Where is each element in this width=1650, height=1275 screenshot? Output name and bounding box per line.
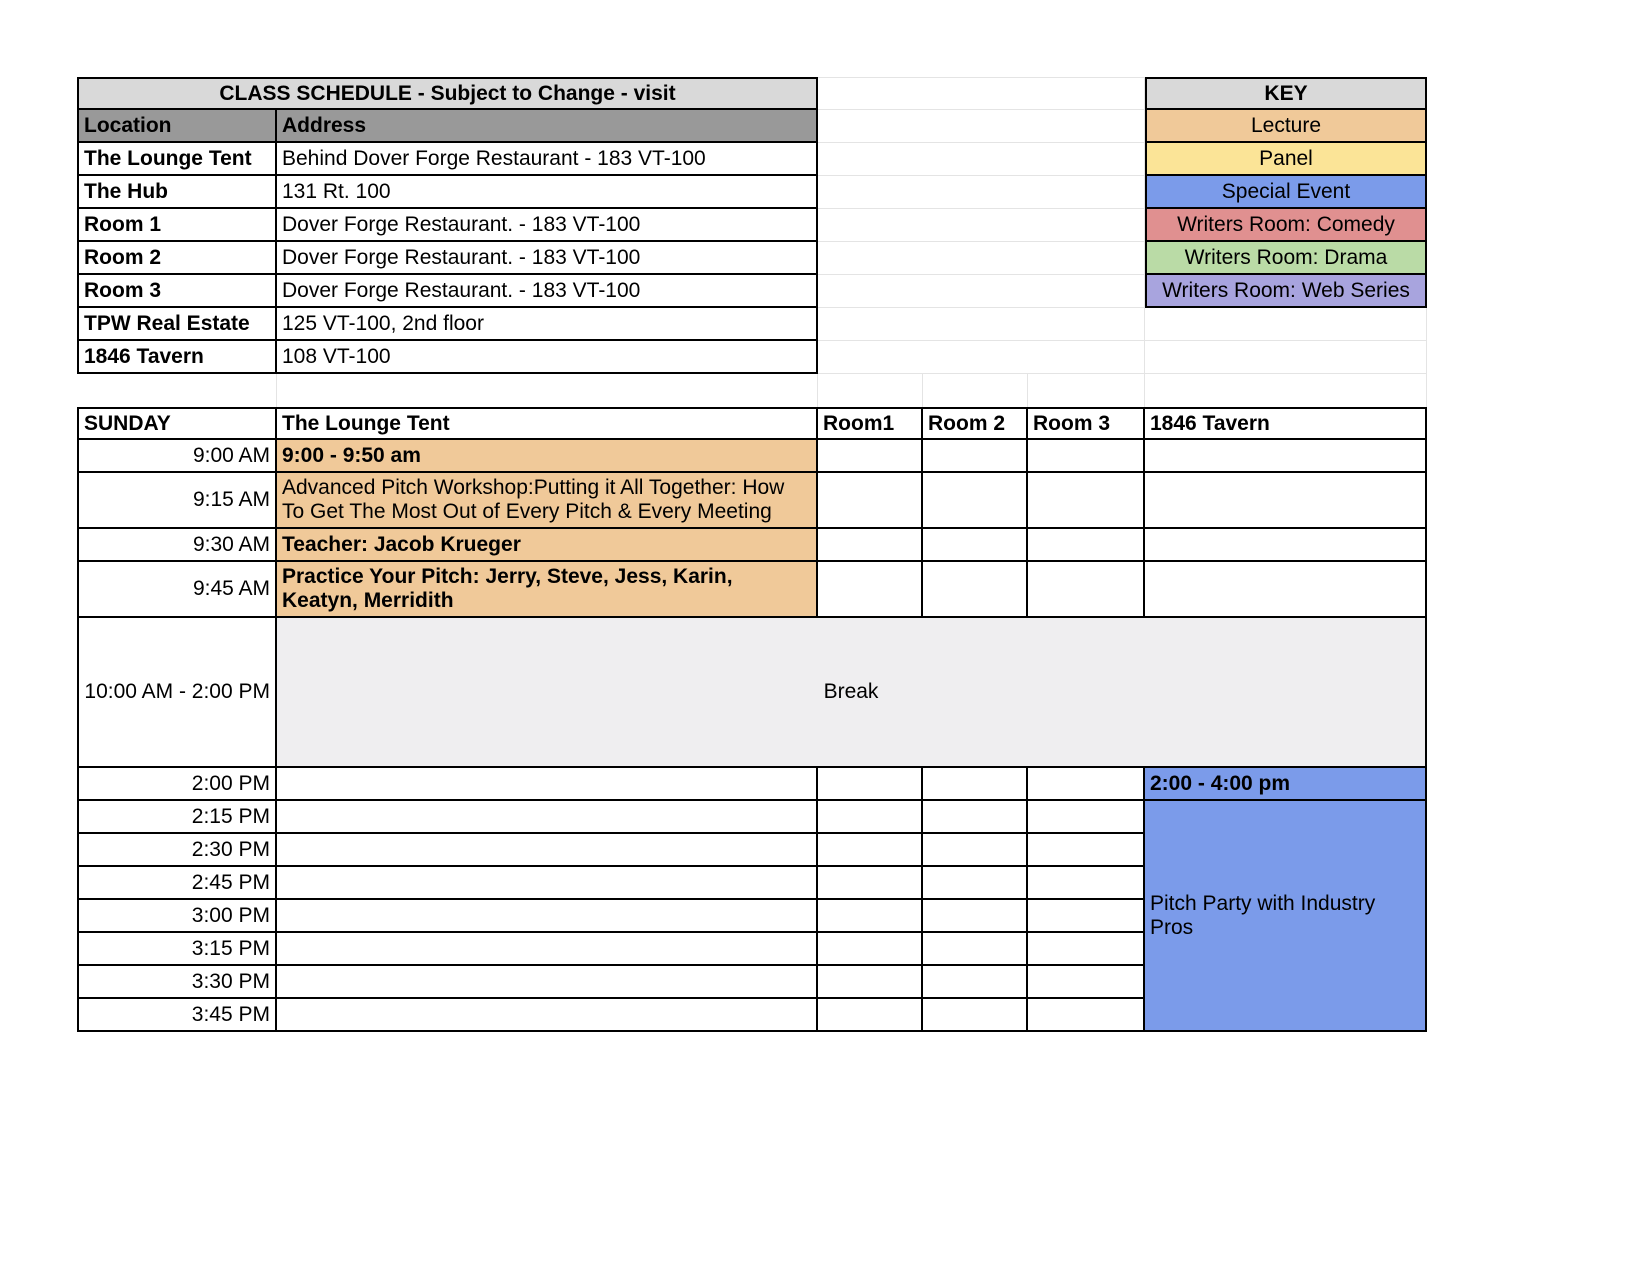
empty-cell[interactable] — [818, 176, 1145, 209]
location-name[interactable]: Room 1 — [77, 209, 277, 242]
schedule-sheet — [77, 77, 1427, 1037]
column-header-lounge-tent[interactable]: The Lounge Tent — [277, 407, 818, 440]
empty-cell[interactable] — [1028, 562, 1145, 618]
location-address[interactable]: 108 VT-100 — [277, 341, 818, 374]
key-writers-room-web-series[interactable]: Writers Room: Web Series — [1145, 275, 1427, 308]
empty-cell[interactable] — [923, 966, 1028, 999]
empty-cell[interactable] — [1028, 867, 1145, 900]
empty-cell[interactable] — [818, 77, 1145, 110]
key-panel[interactable]: Panel — [1145, 143, 1427, 176]
time-slot[interactable]: 3:00 PM — [77, 900, 277, 933]
empty-cell[interactable] — [1028, 529, 1145, 562]
empty-cell[interactable] — [818, 242, 1145, 275]
location-name[interactable]: The Hub — [77, 176, 277, 209]
empty-cell[interactable] — [1145, 374, 1427, 407]
empty-cell[interactable] — [277, 374, 818, 407]
column-header-room1[interactable]: Room1 — [818, 407, 923, 440]
empty-cell[interactable] — [818, 768, 923, 801]
empty-cell[interactable] — [923, 801, 1028, 834]
empty-cell[interactable] — [1028, 473, 1145, 529]
workshop-teacher[interactable]: Teacher: Jacob Krueger — [277, 529, 818, 562]
empty-cell[interactable] — [1028, 999, 1145, 1032]
empty-cell[interactable] — [923, 933, 1028, 966]
empty-cell[interactable] — [923, 900, 1028, 933]
empty-cell[interactable] — [818, 341, 1145, 374]
empty-cell[interactable] — [818, 867, 923, 900]
time-slot[interactable]: 9:00 AM — [77, 440, 277, 473]
empty-cell[interactable] — [277, 900, 818, 933]
break-block[interactable]: Break — [277, 618, 1427, 768]
empty-cell[interactable] — [1145, 440, 1427, 473]
key-lecture[interactable]: Lecture — [1145, 110, 1427, 143]
key-writers-room-comedy[interactable]: Writers Room: Comedy — [1145, 209, 1427, 242]
empty-cell[interactable] — [1028, 801, 1145, 834]
address-header[interactable]: Address — [277, 110, 818, 143]
empty-cell[interactable] — [923, 562, 1028, 618]
time-slot[interactable]: 9:45 AM — [77, 562, 277, 618]
pitch-party-time[interactable]: 2:00 - 4:00 pm — [1145, 768, 1427, 801]
empty-cell[interactable] — [277, 999, 818, 1032]
location-address[interactable]: Dover Forge Restaurant. - 183 VT-100 — [277, 242, 818, 275]
empty-cell[interactable] — [818, 275, 1145, 308]
time-slot[interactable]: 10:00 AM - 2:00 PM — [77, 618, 277, 768]
empty-cell[interactable] — [277, 867, 818, 900]
time-slot[interactable]: 3:15 PM — [77, 933, 277, 966]
workshop-time[interactable]: 9:00 - 9:50 am — [277, 440, 818, 473]
time-slot[interactable]: 9:30 AM — [77, 529, 277, 562]
time-slot[interactable]: 3:30 PM — [77, 966, 277, 999]
empty-cell[interactable] — [818, 529, 923, 562]
empty-cell[interactable] — [277, 966, 818, 999]
empty-cell[interactable] — [923, 374, 1028, 407]
empty-cell[interactable] — [818, 209, 1145, 242]
empty-cell[interactable] — [923, 529, 1028, 562]
location-name[interactable]: 1846 Tavern — [77, 341, 277, 374]
pitch-party-event[interactable]: Pitch Party with Industry Pros — [1145, 801, 1427, 1032]
empty-cell[interactable] — [818, 562, 923, 618]
column-header-1846-tavern[interactable]: 1846 Tavern — [1145, 407, 1427, 440]
empty-cell[interactable] — [923, 834, 1028, 867]
empty-cell[interactable] — [818, 473, 923, 529]
location-address[interactable]: Behind Dover Forge Restaurant - 183 VT-100 — [277, 143, 818, 176]
empty-cell[interactable] — [1145, 308, 1427, 341]
empty-cell[interactable] — [923, 440, 1028, 473]
empty-cell[interactable] — [818, 374, 923, 407]
empty-cell[interactable] — [818, 110, 1145, 143]
empty-cell[interactable] — [1028, 374, 1145, 407]
empty-cell[interactable] — [1145, 341, 1427, 374]
location-address[interactable]: 125 VT-100, 2nd floor — [277, 308, 818, 341]
key-writers-room-drama[interactable]: Writers Room: Drama — [1145, 242, 1427, 275]
time-slot[interactable]: 3:45 PM — [77, 999, 277, 1032]
empty-cell[interactable] — [1028, 834, 1145, 867]
empty-cell[interactable] — [818, 933, 923, 966]
empty-cell[interactable] — [277, 834, 818, 867]
location-header[interactable]: Location — [77, 110, 277, 143]
empty-cell[interactable] — [818, 801, 923, 834]
schedule-title[interactable]: CLASS SCHEDULE - Subject to Change - visit — [77, 77, 818, 110]
time-slot[interactable]: 2:15 PM — [77, 801, 277, 834]
empty-cell[interactable] — [818, 308, 1145, 341]
time-slot[interactable]: 2:45 PM — [77, 867, 277, 900]
column-header-room3[interactable]: Room 3 — [1028, 407, 1145, 440]
time-slot[interactable]: 2:00 PM — [77, 768, 277, 801]
empty-cell[interactable] — [1028, 768, 1145, 801]
empty-cell[interactable] — [77, 374, 277, 407]
empty-cell[interactable] — [923, 999, 1028, 1032]
empty-cell[interactable] — [923, 473, 1028, 529]
location-address[interactable]: Dover Forge Restaurant. - 183 VT-100 — [277, 275, 818, 308]
empty-cell[interactable] — [1028, 933, 1145, 966]
column-header-room2[interactable]: Room 2 — [923, 407, 1028, 440]
location-name[interactable]: The Lounge Tent — [77, 143, 277, 176]
location-name[interactable]: Room 2 — [77, 242, 277, 275]
empty-cell[interactable] — [818, 966, 923, 999]
time-slot[interactable]: 2:30 PM — [77, 834, 277, 867]
empty-cell[interactable] — [923, 768, 1028, 801]
workshop-title[interactable]: Advanced Pitch Workshop:Putting it All Together: How To Get The Most Out of Every Pitch & Every Meeting — [277, 473, 818, 529]
empty-cell[interactable] — [1028, 966, 1145, 999]
empty-cell[interactable] — [923, 867, 1028, 900]
empty-cell[interactable] — [1145, 473, 1427, 529]
location-address[interactable]: Dover Forge Restaurant. - 183 VT-100 — [277, 209, 818, 242]
key-special-event[interactable]: Special Event — [1145, 176, 1427, 209]
empty-cell[interactable] — [1145, 529, 1427, 562]
empty-cell[interactable] — [1145, 562, 1427, 618]
workshop-practice[interactable]: Practice Your Pitch: Jerry, Steve, Jess, Karin, Keatyn, Merridith — [277, 562, 818, 618]
empty-cell[interactable] — [818, 440, 923, 473]
empty-cell[interactable] — [1028, 900, 1145, 933]
empty-cell[interactable] — [818, 143, 1145, 176]
empty-cell[interactable] — [1028, 440, 1145, 473]
empty-cell[interactable] — [818, 999, 923, 1032]
day-header[interactable]: SUNDAY — [77, 407, 277, 440]
location-name[interactable]: TPW Real Estate — [77, 308, 277, 341]
key-title[interactable]: KEY — [1145, 77, 1427, 110]
empty-cell[interactable] — [277, 933, 818, 966]
location-address[interactable]: 131 Rt. 100 — [277, 176, 818, 209]
location-name[interactable]: Room 3 — [77, 275, 277, 308]
empty-cell[interactable] — [277, 768, 818, 801]
empty-cell[interactable] — [277, 801, 818, 834]
time-slot[interactable]: 9:15 AM — [77, 473, 277, 529]
empty-cell[interactable] — [818, 834, 923, 867]
empty-cell[interactable] — [818, 900, 923, 933]
